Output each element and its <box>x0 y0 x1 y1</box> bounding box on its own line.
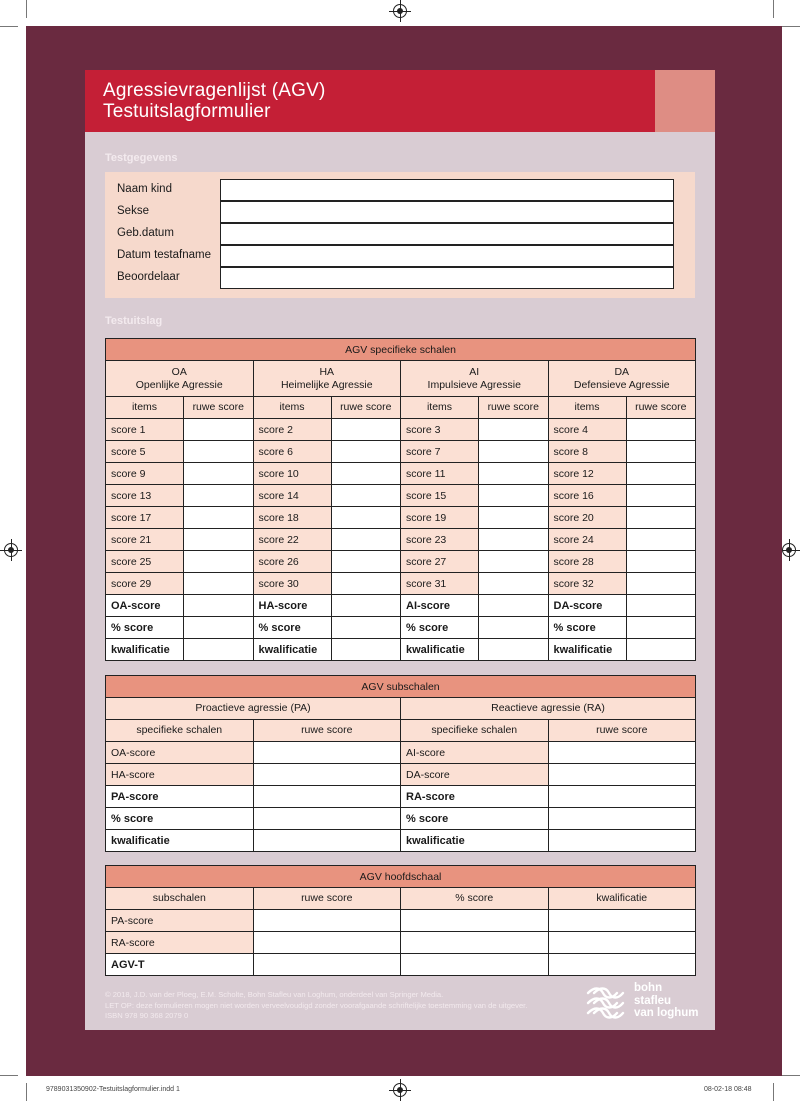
summary-input[interactable] <box>479 639 549 661</box>
form-title: Agressievragenlijst (AGV) <box>103 80 326 101</box>
score-input[interactable] <box>253 932 401 954</box>
scale-code: DA <box>614 365 630 378</box>
column-header-items: items <box>548 397 626 419</box>
geb-datum-field[interactable] <box>220 223 674 245</box>
item-label: score 32 <box>548 573 626 595</box>
summary-label: RA-score <box>401 786 549 808</box>
summary-label: PA-score <box>106 786 254 808</box>
column-header-items: items <box>401 397 479 419</box>
registration-mark-left <box>4 543 18 557</box>
field-label: Datum testafname <box>117 249 211 261</box>
column-header-items: items <box>106 397 184 419</box>
item-label: score 4 <box>548 419 626 441</box>
hoofdschaal-table <box>105 865 696 976</box>
ruwe-score-input[interactable] <box>331 529 401 551</box>
scale-label: DA-score <box>401 764 549 786</box>
scale-name: Openlijke Agressie <box>135 378 223 391</box>
group-header-pa: Proactieve agressie (PA) <box>106 698 401 720</box>
field-label: Sekse <box>117 205 149 217</box>
table-title: AGV hoofdschaal <box>106 866 696 888</box>
crop-mark <box>0 26 18 27</box>
table-row <box>106 529 696 551</box>
column-header-ruwe-score: ruwe score <box>184 397 254 419</box>
item-label: score 18 <box>253 507 331 529</box>
info-row-beoordelaar <box>105 267 695 289</box>
summary-row <box>106 595 696 617</box>
total-label: AGV-T <box>106 954 254 976</box>
item-label: score 6 <box>253 441 331 463</box>
section-label-testuitslag: Testuitslag <box>105 315 163 327</box>
crop-mark <box>782 26 800 27</box>
summary-input[interactable] <box>548 830 696 852</box>
summary-input[interactable] <box>331 639 401 661</box>
item-label: score 13 <box>106 485 184 507</box>
summary-row <box>106 786 696 808</box>
summary-label: HA-score <box>253 595 331 617</box>
column-header-kwalificatie: kwalificatie <box>548 888 696 910</box>
crop-mark <box>773 0 774 18</box>
summary-input[interactable] <box>626 639 696 661</box>
item-label: score 27 <box>401 551 479 573</box>
scale-label: AI-score <box>401 742 549 764</box>
ruwe-score-input[interactable] <box>184 419 254 441</box>
ruwe-score-input[interactable] <box>184 529 254 551</box>
summary-input[interactable] <box>184 595 254 617</box>
summary-label: % score <box>253 617 331 639</box>
column-header-ruwe-score: ruwe score <box>331 397 401 419</box>
summary-input[interactable] <box>626 617 696 639</box>
ruwe-score-input[interactable] <box>626 485 696 507</box>
scale-header-da <box>548 361 696 397</box>
ruwe-score-input[interactable] <box>331 419 401 441</box>
item-label: score 8 <box>548 441 626 463</box>
ruwe-score-input[interactable] <box>253 764 401 786</box>
item-label: score 21 <box>106 529 184 551</box>
summary-input[interactable] <box>331 595 401 617</box>
summary-input[interactable] <box>479 595 549 617</box>
column-header-ruwe-score: ruwe score <box>253 888 401 910</box>
score-input[interactable] <box>548 910 696 932</box>
scale-header-oa <box>106 361 254 397</box>
scale-name: Heimelijke Agressie <box>280 378 373 391</box>
ruwe-score-input[interactable] <box>479 529 549 551</box>
table-row <box>106 441 696 463</box>
item-label: score 12 <box>548 463 626 485</box>
scale-label: OA-score <box>106 742 254 764</box>
item-label: score 30 <box>253 573 331 595</box>
scale-header-ai <box>401 361 549 397</box>
registration-mark-right <box>782 543 796 557</box>
column-header-ruwe-score: ruwe score <box>626 397 696 419</box>
info-row-sekse <box>105 201 695 223</box>
ruwe-score-input[interactable] <box>479 485 549 507</box>
column-header-ruwe-score: ruwe score <box>253 720 401 742</box>
sekse-field[interactable] <box>220 201 674 223</box>
isbn-line: ISBN 978 90 368 2079 0 <box>105 1011 189 1020</box>
subschaal-label: PA-score <box>106 910 254 932</box>
ruwe-score-input[interactable] <box>184 463 254 485</box>
item-label: score 31 <box>401 573 479 595</box>
crop-mark <box>782 1075 800 1076</box>
ruwe-score-input[interactable] <box>479 419 549 441</box>
summary-label: AI-score <box>401 595 479 617</box>
summary-input[interactable] <box>184 639 254 661</box>
item-label: score 2 <box>253 419 331 441</box>
ruwe-score-input[interactable] <box>479 551 549 573</box>
ruwe-score-input[interactable] <box>331 441 401 463</box>
summary-label: kwalificatie <box>106 639 184 661</box>
field-label: Geb.datum <box>117 227 174 239</box>
info-row-gebdatum <box>105 223 695 245</box>
item-label: score 16 <box>548 485 626 507</box>
total-row <box>106 954 696 976</box>
ruwe-score-input[interactable] <box>184 507 254 529</box>
summary-label: % score <box>401 808 549 830</box>
ruwe-score-input[interactable] <box>479 573 549 595</box>
crop-mark <box>0 1075 18 1076</box>
table-title: AGV subschalen <box>106 676 696 698</box>
item-label: score 7 <box>401 441 479 463</box>
summary-label: OA-score <box>106 595 184 617</box>
testgegevens-panel <box>105 172 695 298</box>
summary-label: % score <box>401 617 479 639</box>
score-input[interactable] <box>401 932 549 954</box>
scale-label: HA-score <box>106 764 254 786</box>
copyright-footer <box>105 990 527 1022</box>
item-label: score 26 <box>253 551 331 573</box>
ruwe-score-input[interactable] <box>253 742 401 764</box>
scale-header-ha <box>253 361 401 397</box>
summary-input[interactable] <box>479 617 549 639</box>
ruwe-score-input[interactable] <box>331 573 401 595</box>
item-label: score 17 <box>106 507 184 529</box>
summary-input[interactable] <box>548 786 696 808</box>
ruwe-score-input[interactable] <box>626 419 696 441</box>
form-subtitle: Testuitslagformulier <box>103 101 271 122</box>
field-label: Naam kind <box>117 183 172 195</box>
print-slug-timestamp: 08-02-18 08:48 <box>704 1086 752 1093</box>
item-label: score 28 <box>548 551 626 573</box>
item-label: score 14 <box>253 485 331 507</box>
item-label: score 15 <box>401 485 479 507</box>
table-row <box>106 551 696 573</box>
logo-line: van loghum <box>634 1007 699 1019</box>
crop-mark <box>26 1083 27 1101</box>
table-row <box>106 573 696 595</box>
score-input[interactable] <box>253 954 401 976</box>
item-label: score 10 <box>253 463 331 485</box>
scale-code: HA <box>319 365 335 378</box>
scale-code: AI <box>469 365 480 378</box>
ruwe-score-input[interactable] <box>548 742 696 764</box>
scale-code: OA <box>171 365 187 378</box>
score-input[interactable] <box>548 954 696 976</box>
ruwe-score-input[interactable] <box>184 485 254 507</box>
score-input[interactable] <box>253 910 401 932</box>
logo-line: bohn <box>634 982 663 994</box>
field-label: Beoordelaar <box>117 271 180 283</box>
item-label: score 3 <box>401 419 479 441</box>
ruwe-score-input[interactable] <box>626 573 696 595</box>
ruwe-score-input[interactable] <box>184 551 254 573</box>
info-row-testafname <box>105 245 695 267</box>
score-input[interactable] <box>401 910 549 932</box>
column-header-items: items <box>253 397 331 419</box>
item-label: score 25 <box>106 551 184 573</box>
item-label: score 11 <box>401 463 479 485</box>
ruwe-score-input[interactable] <box>184 441 254 463</box>
subschalen-table <box>105 675 696 852</box>
summary-input[interactable] <box>331 617 401 639</box>
summary-row <box>106 617 696 639</box>
summary-row <box>106 639 696 661</box>
score-input[interactable] <box>548 932 696 954</box>
registration-mark-top <box>393 4 407 18</box>
ruwe-score-input[interactable] <box>626 529 696 551</box>
summary-label: DA-score <box>548 595 626 617</box>
header-accent-block <box>655 70 715 132</box>
table-row <box>106 742 696 764</box>
scale-name: Defensieve Agressie <box>573 378 670 391</box>
column-header-ruwe-score: ruwe score <box>548 720 696 742</box>
table-row <box>106 507 696 529</box>
scale-name: Impulsieve Agressie <box>427 378 521 391</box>
summary-input[interactable] <box>253 830 401 852</box>
subschaal-label: RA-score <box>106 932 254 954</box>
publisher-logo <box>584 982 714 1024</box>
summary-label: kwalificatie <box>401 830 549 852</box>
group-header-ra: Reactieve agressie (RA) <box>401 698 696 720</box>
item-label: score 20 <box>548 507 626 529</box>
ruwe-score-input[interactable] <box>626 507 696 529</box>
column-header-ruwe-score: ruwe score <box>479 397 549 419</box>
ruwe-score-input[interactable] <box>184 573 254 595</box>
info-row-naam <box>105 179 695 201</box>
crop-mark <box>773 1083 774 1101</box>
summary-input[interactable] <box>253 786 401 808</box>
column-header-schalen: specifieke schalen <box>401 720 549 742</box>
summary-row <box>106 808 696 830</box>
datum-testafname-field[interactable] <box>220 245 674 267</box>
print-slug-filename: 9789031350902-Testuitslagformulier.indd 1 <box>46 1086 180 1093</box>
table-row <box>106 910 696 932</box>
summary-label: kwalificatie <box>106 830 254 852</box>
item-label: score 23 <box>401 529 479 551</box>
publisher-logo-text <box>634 982 699 1020</box>
copyright-line: © 2018, J.D. van der Ploeg, E.M. Scholte, Bohn Stafleu van Loghum, onderdeel van Springer Media. <box>105 990 444 999</box>
table-row <box>106 932 696 954</box>
summary-input[interactable] <box>253 808 401 830</box>
summary-label: kwalificatie <box>401 639 479 661</box>
specifieke-schalen-table <box>105 338 696 661</box>
crop-mark <box>26 0 27 18</box>
ruwe-score-input[interactable] <box>479 463 549 485</box>
table-title: AGV specifieke schalen <box>106 339 696 361</box>
ruwe-score-input[interactable] <box>479 507 549 529</box>
column-header-schalen: specifieke schalen <box>106 720 254 742</box>
summary-input[interactable] <box>548 808 696 830</box>
summary-input[interactable] <box>626 595 696 617</box>
summary-label: % score <box>106 808 254 830</box>
ruwe-score-input[interactable] <box>331 463 401 485</box>
registration-mark-bottom <box>393 1083 407 1097</box>
item-label: score 29 <box>106 573 184 595</box>
ruwe-score-input[interactable] <box>626 551 696 573</box>
score-input[interactable] <box>401 954 549 976</box>
naam-kind-field[interactable] <box>220 179 674 201</box>
ruwe-score-input[interactable] <box>626 441 696 463</box>
publisher-logo-icon <box>584 984 630 1020</box>
section-label-testgegevens: Testgegevens <box>105 152 178 164</box>
ruwe-score-input[interactable] <box>548 764 696 786</box>
summary-row <box>106 830 696 852</box>
ruwe-score-input[interactable] <box>331 507 401 529</box>
item-label: score 1 <box>106 419 184 441</box>
summary-label: kwalificatie <box>253 639 331 661</box>
ruwe-score-input[interactable] <box>479 441 549 463</box>
table-row <box>106 419 696 441</box>
ruwe-score-input[interactable] <box>331 485 401 507</box>
table-row <box>106 485 696 507</box>
table-row <box>106 463 696 485</box>
notice-line: LET OP: deze formulieren mogen niet worden verveelvoudigd zonder voorafgaande schriftelijke toestemming van de uitgever. <box>105 1000 528 1010</box>
item-label: score 24 <box>548 529 626 551</box>
logo-line: stafleu <box>634 994 672 1007</box>
summary-label: % score <box>106 617 184 639</box>
summary-label: kwalificatie <box>548 639 626 661</box>
form-header <box>85 70 655 132</box>
item-label: score 5 <box>106 441 184 463</box>
column-header-percent-score: % score <box>401 888 549 910</box>
column-header-subschalen: subschalen <box>106 888 254 910</box>
summary-label: % score <box>548 617 626 639</box>
ruwe-score-input[interactable] <box>626 463 696 485</box>
table-row <box>106 764 696 786</box>
summary-input[interactable] <box>184 617 254 639</box>
item-label: score 19 <box>401 507 479 529</box>
ruwe-score-input[interactable] <box>331 551 401 573</box>
beoordelaar-field[interactable] <box>220 267 674 289</box>
item-label: score 22 <box>253 529 331 551</box>
item-label: score 9 <box>106 463 184 485</box>
